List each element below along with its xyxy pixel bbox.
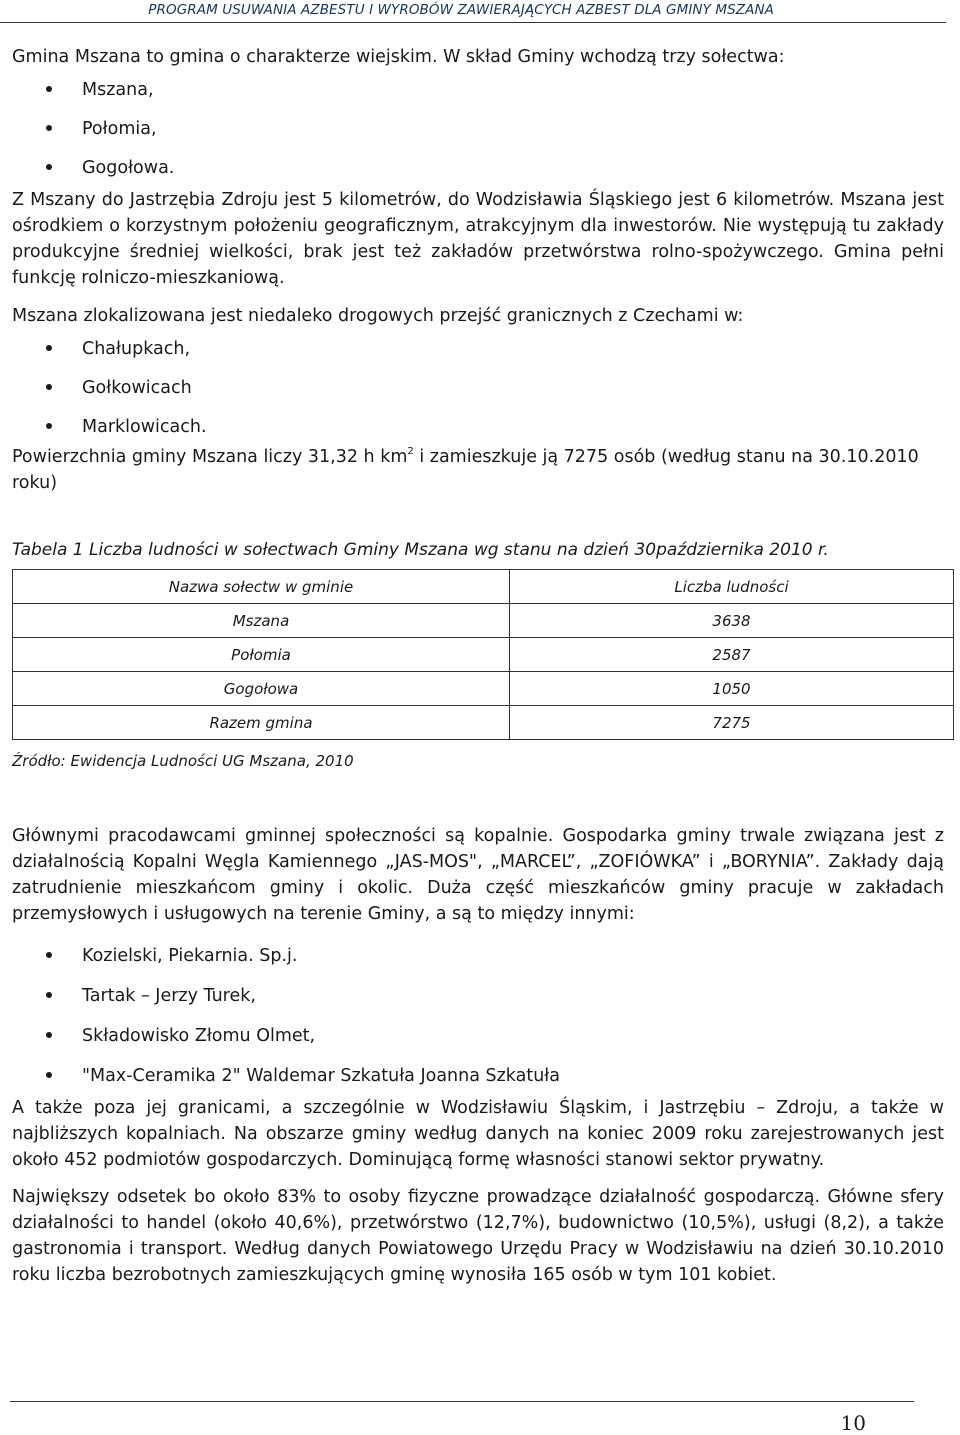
population-cell: 1050 <box>510 672 954 706</box>
village-cell: Połomia <box>13 638 510 672</box>
area-paragraph <box>12 444 944 496</box>
list-item: Marklowicach. <box>12 412 944 451</box>
area-superscript: 2 <box>407 446 414 457</box>
intro-sentence: Gmina Mszana to gmina o charakterze wiejskim. W skład Gminy wchodzą trzy sołectwa: <box>12 47 785 67</box>
population-table <box>12 569 954 740</box>
outside-paragraph: A także poza jej granicami, a szczególnie w Wodzisławiu Śląskim, i Jastrzębiu – Zdroju, a także w najbliższych kopalniach. Na obszarze gminy według danych na koniec 2009 roku zarejestrowanych jest około 452 podmiotów gospodarczych. Dominującą formę własności stanowi sektor prywatny. <box>12 1098 944 1170</box>
list-item: Gogołowa. <box>12 153 944 192</box>
list-item: Chałupkach, <box>12 334 944 373</box>
table-row <box>13 672 954 706</box>
village-cell: Razem gmina <box>13 706 510 740</box>
village-cell: Gogołowa <box>13 672 510 706</box>
area-text-after: i zamieszkuje ją 7275 osób (według stanu na 30.10.2010 roku) <box>12 447 919 493</box>
table-row <box>13 638 954 672</box>
border-sentence: Mszana zlokalizowana jest niedaleko drogowych przejść granicznych z Czechami w: <box>12 306 744 326</box>
header-cell-population: Liczba ludności <box>510 570 954 604</box>
village-list <box>12 75 944 192</box>
header-cell-village: Nazwa sołectw w gminie <box>13 570 510 604</box>
document-body <box>12 44 944 1288</box>
company-list <box>12 941 944 1101</box>
footer-divider <box>10 1401 914 1402</box>
population-cell: 3638 <box>510 604 954 638</box>
list-item: "Max-Ceramika 2" Waldemar Szkatuła Joanna Szkatuła <box>12 1061 944 1101</box>
table-caption: Tabela 1 Liczba ludności w sołectwach Gminy Mszana wg stanu na dzień 30października 2010 r. <box>12 540 829 560</box>
list-item: Połomia, <box>12 114 944 153</box>
list-item: Gołkowicach <box>12 373 944 412</box>
list-item: Kozielski, Piekarnia. Sp.j. <box>12 941 944 981</box>
employers-paragraph: Głównymi pracodawcami gminnej społeczności są kopalnie. Gospodarka gminy trwale związana jest z działalnością Kopalni Węgla Kamiennego „JAS-MOS", „MARCEL”, „ZOFIÓWKA” i „BORYNIA”. Zakłady dają zatrudnienie mieszkańcom gminy i okolic. Duża część mieszkańców gminy pracuje w zakładach przemysłowych i usługowych na terenie Gminy, a są to między innymi: <box>12 826 944 924</box>
border-crossing-list <box>12 334 944 451</box>
page-header <box>0 0 946 23</box>
table-header-row <box>13 570 954 604</box>
table-row <box>13 604 954 638</box>
table-source: Źródło: Ewidencja Ludności UG Mszana, 2010 <box>12 752 354 770</box>
table-row <box>13 706 954 740</box>
location-paragraph: Z Mszany do Jastrzębia Zdroju jest 5 kilometrów, do Wodzisławia Śląskiego jest 6 kilometrów. Mszana jest ośrodkiem o korzystnym położeniu geograficznym, atrakcyjnym dla inwestorów. Nie występują tu zakłady produkcyjne średniej wielkości, brak jest też zakładów przetwórstwa rolno-spożywczego. Gmina pełni funkcję rolniczo-mieszkaniową. <box>12 190 944 288</box>
area-text-before: Powierzchnia gminy Mszana liczy 31,32 h km <box>12 447 408 467</box>
list-item: Składowisko Złomu Olmet, <box>12 1021 944 1061</box>
page-number: 10 <box>840 1411 866 1435</box>
structure-paragraph: Największy odsetek bo około 83% to osoby fizyczne prowadzące działalność gospodarczą. Główne sfery działalności to handel (około 40,6%), przetwórstwo (12,7%), budownictwo (10,5%), usługi (8,2), a także gastronomia i transport. Według danych Powiatowego Urzędu Pracy w Wodzisławiu na dzień 30.10.2010 roku liczba bezrobotnych zamieszkujących gminę wynosiła 165 osób w tym 101 kobiet. <box>12 1187 944 1285</box>
population-cell: 7275 <box>510 706 954 740</box>
list-item: Mszana, <box>12 75 944 114</box>
population-cell: 2587 <box>510 638 954 672</box>
list-item: Tartak – Jerzy Turek, <box>12 981 944 1021</box>
document-title: PROGRAM USUWANIA AZBESTU I WYROBÓW ZAWIERAJĄCYCH AZBEST DLA GMINY MSZANA <box>148 2 774 18</box>
village-cell: Mszana <box>13 604 510 638</box>
